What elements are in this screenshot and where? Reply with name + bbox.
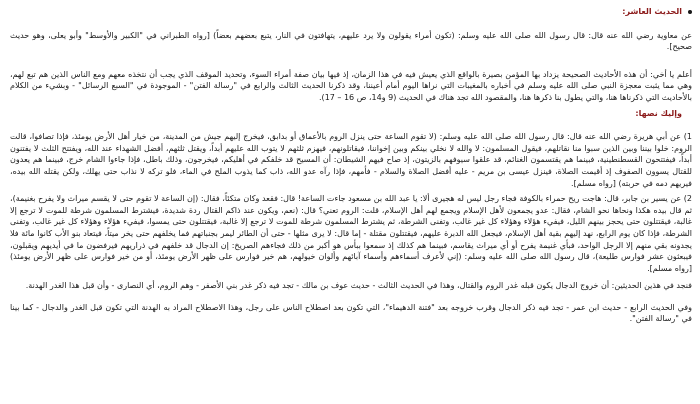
hadith-10-text: عن معاوية رضي الله عنه قال: قال رسول الله صلى الله عليه وسلم: (تكون أمراء يقولون ولا يرد عليهم، يتهافتون في النار، يتبع بعضهم بعضاً) [رواه الطبراني في "الكبير والأوسط" وأبو يعلى، وهو حديث صحيح]. (10, 30, 692, 52)
texts-heading-text: وإليك نصها: (635, 108, 682, 118)
hadith-10-heading (10, 6, 692, 18)
hadith-2-text: 2) عن يسير بن جابر، قال: هاجت ريح حمراء بالكوفة فجاء رجل ليس له هجيرى ألا: يا عبد الله بن مسعود جاءت الساعة! قال: فقعد وكان متكئاً، فقال: (إن الساعة لا تقوم حتى لا يقسم ميراث ولا يفرح بغنيمة)، ثم قال بيده هكذا ونحاها نحو الشام، فقال: عدو يجمعون لأهل الإسلام ويجمع لهم أهل الإسلام، قلت: الروم تعني؟ قال: (نعم، ويكون عند ذاكم القتال ردة شديدة، فيشترط المسلمون شرطة للموت لا ترجع إلا غالبة، فيقتتلون حتى يحجز بينهم الليل، فيفيء هؤلاء وهؤلاء كل غير غالب، وتفنى الشرطة، ثم يشترط المسلمون شرطة للموت لا ترجع إلا غالبة، فيقتتلون حتى يمسوا، فيفيء هؤلاء وهؤلاء كل غير غالب، وتفنى الشرطة، فإذا كان يوم الرابع، نهد إليهم بقية أهل الإسلام، فيجعل الله الدبرة عليهم، فيقتتلون مقتلة - إما قال: لا يرى مثلها - حتى أن الطائر ليمر بجنباتهم فما يخلفهم حتى يخر ميتاً، فيتعاد بنو الأب كانوا مائة فلا يجدونه بقي منهم إلا الرجل الواحد، فبأي غنيمة يفرح أو أي ميراث يقاسم، فبينما هم كذلك إذ سمعوا ببأس هو أكبر من ذلك فجاءهم الصريخ: إن الدجال قد خلفهم في ذراريهم فيرفضون ما في أيديهم ويقبلون، فيبعثون عشر فوارس طليعة)، قال رسول الله صلى الله عليه وسلم: (إني لأعرف أسماءهم وأسماء آبائهم وألوان خيولهم، هم خير فوارس على ظهر الأرض يومئذ، أو من خير فوارس على ظهر الأرض يومئذ) [رواه مسلم]. (10, 194, 692, 273)
bullet-icon (688, 10, 692, 14)
hadith-1-text: 1) عن أبي هريرة رضي الله عنه قال: قال رسول الله صلى الله عليه وسلم: (لا تقوم الساعة حتى ينزل الروم بالأعماق أو بدابق، فيخرج إليهم جيش من المدينة، من خيار أهل الأرض يومئذ، فإذا تصافوا، قالت الروم: خلوا بيننا وبين الذين سبوا منا نقاتلهم، فيقول المسلمون: لا والله لا نخلي بينكم وبين إخواننا، فيقاتلونهم، فيهزم ثلثهم لا يتوب الله عليهم أبداً، ويقتل ثلثهم، أفضل الشهداء عند الله، ويفتتح الثلث لا يفتنون أبداً، فيفتتحون القسطنطينية، فبينما هم يقتسمون الغنائم، قد علقوا سيوفهم بالزيتون، إذ صاح فيهم الشيطان: أن المسيح قد خلفكم في أهليكم، فيخرجون، وذلك باطل، فإذا جاءوا الشام خرج، فبينما هم يعدون للقتال يسوون الصفوف إذ أقيمت الصلاة، فينزل عيسى بن مريم - عليه أفضل الصلاة والسلام - فأمهم، فإذا رآه عدو الله، ذاب كما يذوب الملح في الماء، فلو تركه لا نذاب حتى يهلك، ولكن يقتله الله بيده، فيريهم دمه في حربته) [رواه مسلم]. (10, 132, 692, 188)
conclusion-paragraph-2: وفي الحديث الرابع - حديث ابن عمر - تجد فيه ذكر الدجال وقرب خروجه بعد "فتنة الدهيماء"، التي تكون بعد اصطلاح الناس على رجل، وهذا الاصطلاح المراد به الهدنة التي تكون قبل الغدر والدجال - كما بينا في "رسالة الفتن". (10, 302, 692, 324)
hadith-10-heading-text: الحديث العاشر: (622, 7, 682, 16)
conclusion-paragraph-1: فنجد في هذين الحديثين: أن خروج الدجال يكون قبله غدر الروم والقتال، وهذا في الحديث الثالث - حديث عوف بن مالك - تجد فيه ذكر غدر بني الأصفر - وهم الروم، أي النصارى - وأن قبل هذا الغدر الهدنة. (25, 281, 692, 291)
texts-heading (10, 108, 692, 120)
commentary-paragraph: أعلم يا أخي: أن هذه الأحاديث الصحيحة يزداد بها المؤمن بصيرة بالواقع الذي يعيش فيه في هذا الزمان، إذ فيها بيان صفة أمراء السوء، وتحديد الموقف الذي يجب أن نتخذه معهم ومع الناس الذين هم تبع لهم، وهي مما يثبت معجزة النبي صلى الله عليه وسلم في أخباره بالمغيبات التي نراها اليوم أمام أعيننا، وقد ذكرنا الحديث الثالث والرابع في "رسالة الفتن" - الموجودة في "السبع الرسائل" - وبشيء من الكلام بالأحاديث التي ذكرناها هنا، والتي يطول بنا ذكرها هنا، والمقصود الله تجد هناك في الحديث (9 و14، ص 16 – 17). (10, 69, 692, 102)
